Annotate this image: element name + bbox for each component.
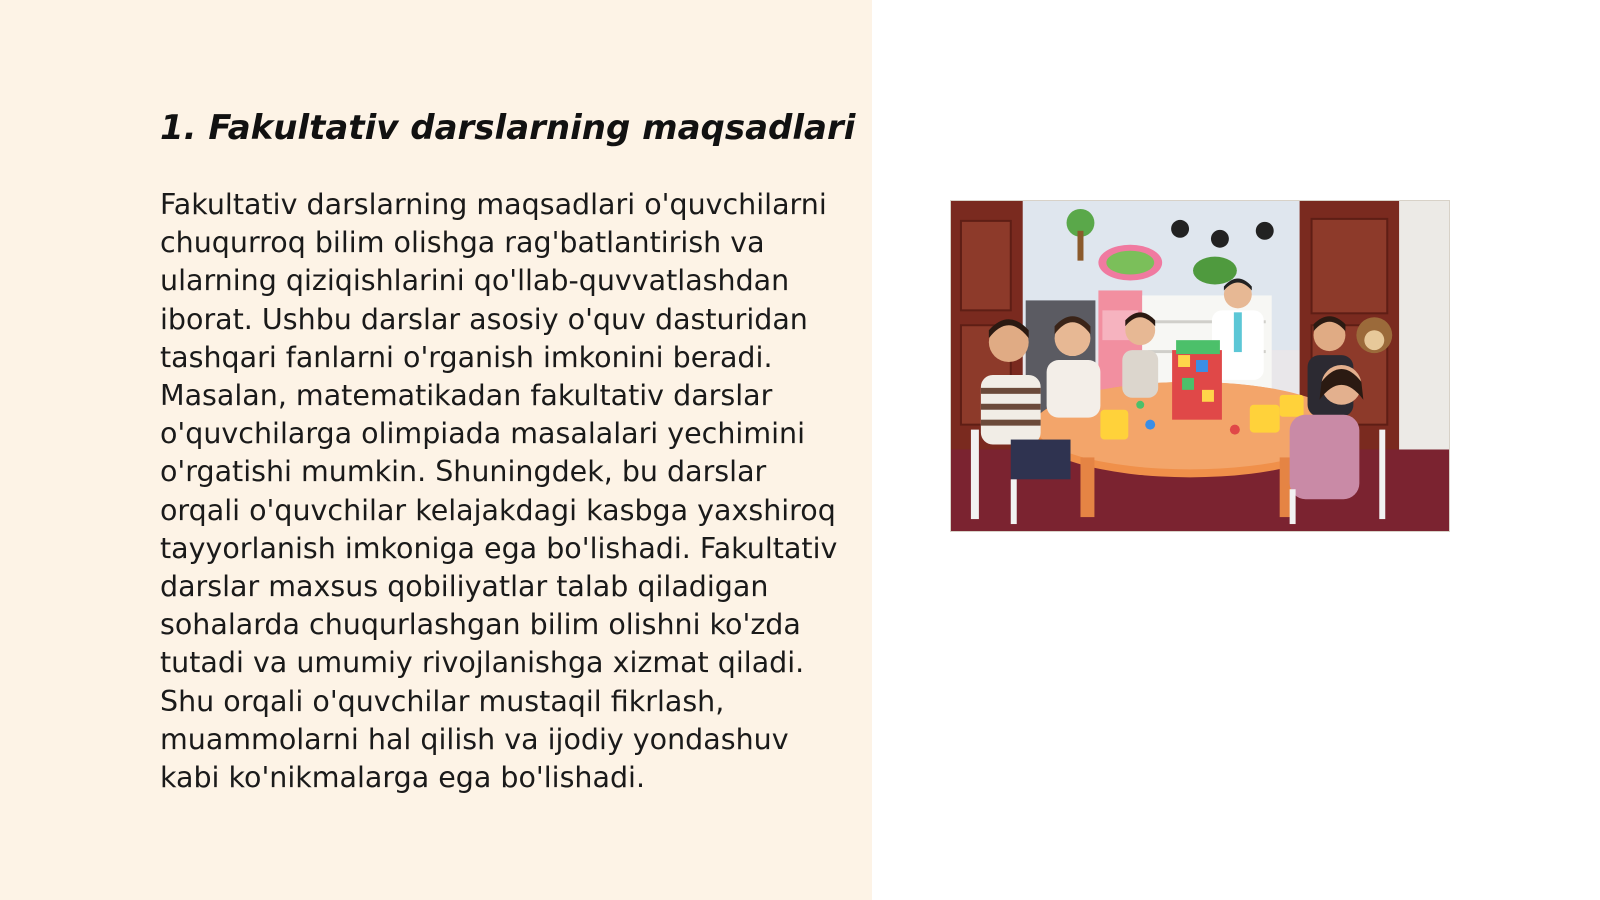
slide-title: 1. Fakultativ darslarning maqsadlari [160, 108, 856, 148]
classroom-photo-illustration [951, 201, 1449, 531]
classroom-photo [950, 200, 1450, 532]
slide-body-text: Fakultativ darslarning maqsadlari o'quvchilarni chuqurroq bilim olishga rag'batlantirish va ularning qiziqishlarini qo'llab-quvvatlashdan iborat. Ushbu darslar asosiy o'quv dasturidan tashqari fanlarni o'rganish imkonini beradi. Masalan, matematikadan fakultativ darslar o'quvchilarga olimpiada masalalari yechimini o'rgatishi mumkin. Shuningdek, bu darslar orqali o'quvchilar kelajakdagi kasbga yaxshiroq tayyorlanish imkoniga ega bo'lishadi. Fakultativ darslar maxsus qobiliyatlar talab qiladigan sohalarda chuqurlashgan bilim olishni ko'zda tutadi va umumiy rivojlanishga xizmat qiladi. Shu orqali o'quvchilar mustaqil fikrlash, muammolarni hal qilish va ijodiy yondashuv kabi ko'nikmalarga ega bo'lishadi. [160, 188, 838, 795]
